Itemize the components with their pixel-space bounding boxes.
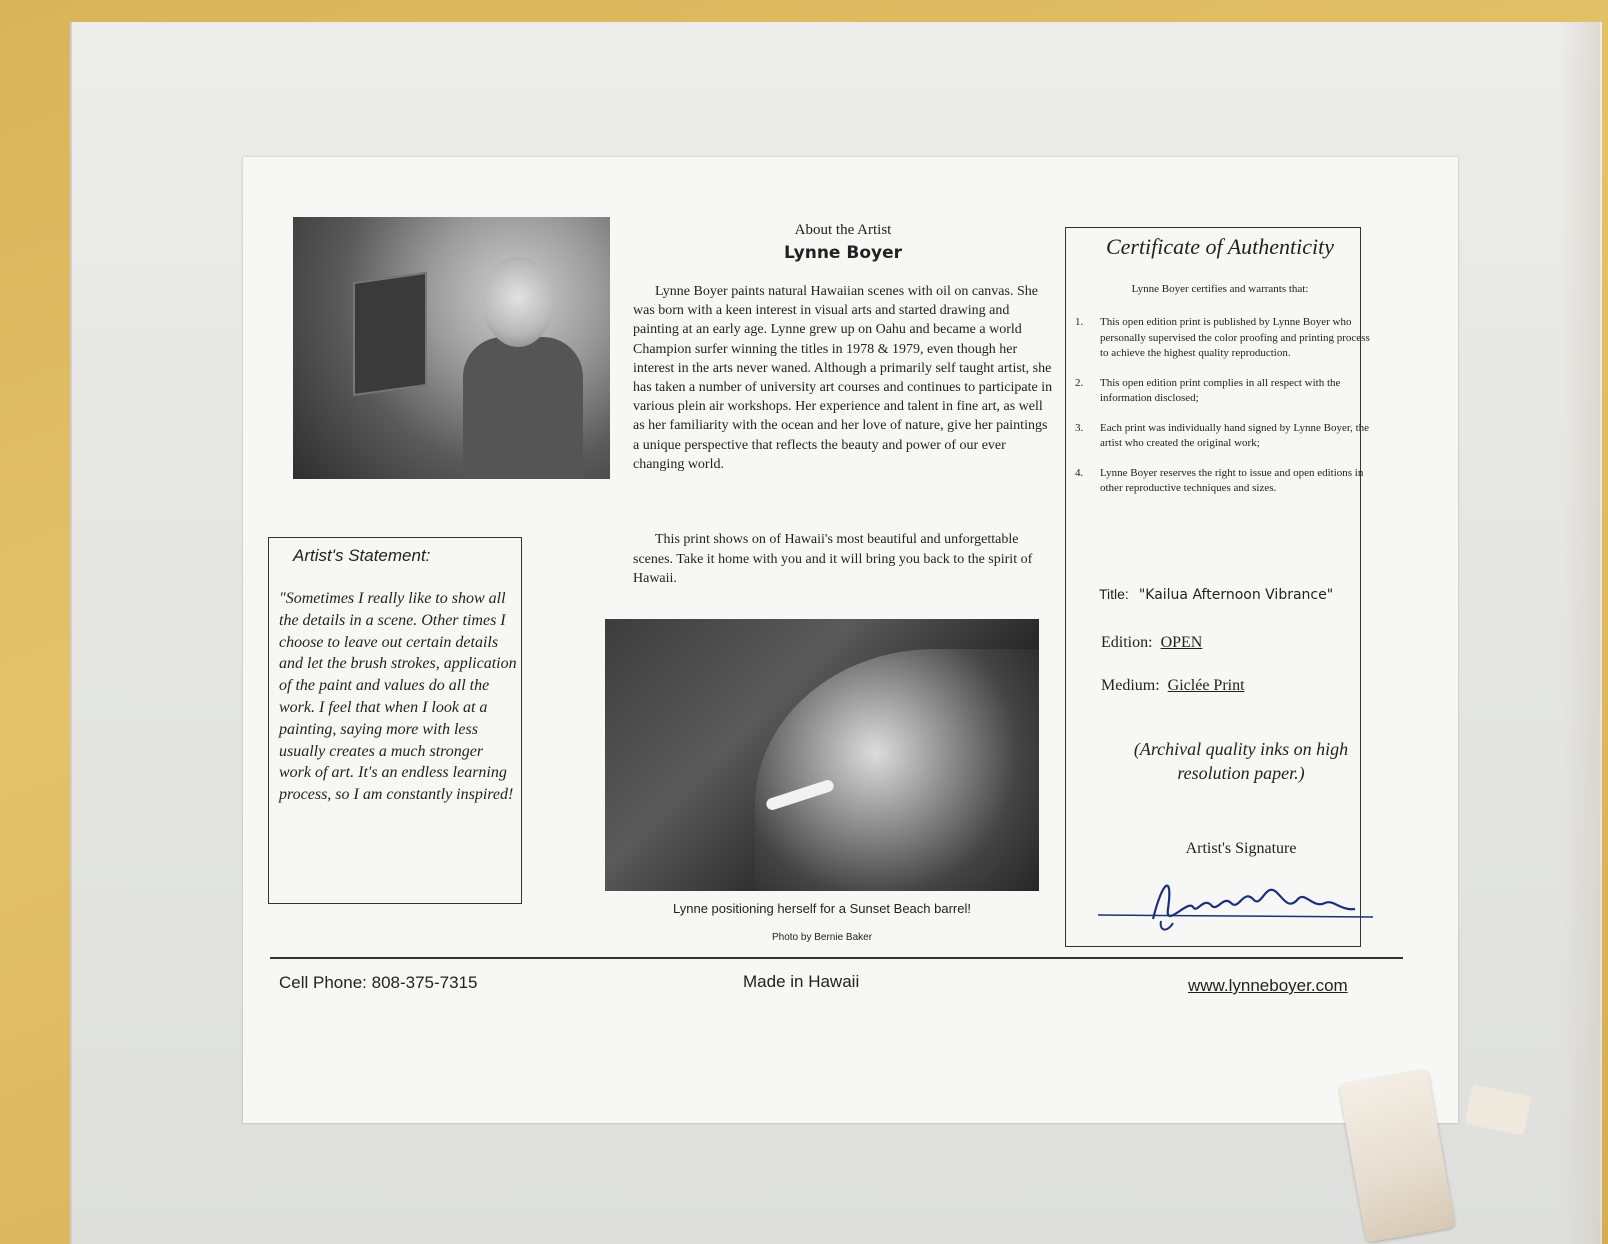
- artist-photo: [293, 217, 610, 479]
- archival-note: (Archival quality inks on high resolution paper.): [1133, 739, 1349, 783]
- sleeve-edge: [1560, 22, 1600, 1244]
- certificate-item: 3. Each print was individually hand signed by Lynne Boyer, the artist who created the original work;: [1075, 421, 1370, 449]
- artist-statement-box: [268, 537, 522, 904]
- bio-paragraph-2: This print shows on of Hawaii's most beautiful and unforgettable scenes. Take it home with you and it will bring you back to the spirit of Hawaii.: [633, 532, 1033, 587]
- certificate-title: Certificate of Authenticity: [1105, 234, 1335, 259]
- artwork-title-label: Title:: [1099, 586, 1129, 602]
- surf-photo: [605, 619, 1039, 891]
- signature-label: Artist's Signature: [1185, 840, 1297, 857]
- certificate-item: 1. This open edition print is published by Lynne Boyer who personally supervised the color proofing and printing process to achieve the highest quality reproduction.: [1075, 316, 1370, 359]
- edition: [1101, 634, 1202, 652]
- footer-made-in: Made in Hawaii: [743, 972, 860, 991]
- photo-caption: Lynne positioning herself for a Sunset Beach barrel!: [673, 901, 971, 916]
- footer-divider: [270, 957, 1403, 959]
- artwork-title: [1099, 586, 1333, 603]
- artist-body-shape: [463, 337, 583, 479]
- bio-paragraph-1: Lynne Boyer paints natural Hawaiian scenes with oil on canvas. She was born with a keen interest in visual arts and started drawing and painting at an early age. Lynne grew up on Oahu and became a world Champion surfer winning the titles in 1978 & 1979, even though her interest in the arts never waned. Although a primarily self taught artist, she has taken a number of university art courses and continues to participate in various plein air workshops. Her experience and talent in fine art, as well as her familiarity with the ocean and her love of nature, give her paintings a unique perspective that reflects the beauty and power of our ever changing world.: [633, 284, 1053, 472]
- artist-name: Lynne Boyer: [783, 243, 903, 263]
- photo-credit: Photo by Bernie Baker: [771, 932, 873, 943]
- statement-title: Artist's Statement:: [293, 546, 431, 565]
- about-heading: About the Artist: [794, 222, 892, 238]
- handwritten-signature: [1093, 869, 1379, 939]
- footer-website-link[interactable]: www.lynneboyer.com: [1188, 976, 1348, 995]
- certificate-item: 2. This open edition print complies in all respect with the information disclosed;: [1075, 376, 1341, 404]
- edition-label: Edition:: [1101, 634, 1153, 651]
- edition-value: OPEN: [1160, 634, 1203, 651]
- easel-shape: [353, 272, 427, 396]
- footer-phone: Cell Phone: 808-375-7315: [279, 973, 478, 992]
- certificate-list: [1075, 315, 1375, 511]
- artwork-title-value: "Kailua Afternoon Vibrance": [1138, 587, 1334, 603]
- certificate-sheet: [243, 157, 1458, 1123]
- wave-shape: [755, 649, 1039, 891]
- medium-value: Giclée Print: [1167, 677, 1245, 694]
- medium: [1101, 677, 1245, 695]
- certificate-item: 4. Lynne Boyer reserves the right to issue and open editions in other reproductive techniques and sizes.: [1075, 466, 1364, 494]
- medium-label: Medium:: [1101, 677, 1160, 694]
- statement-body: "Sometimes I really like to show all the details in a scene. Other times I choose to leave out certain details and let the brush strokes, application of the paint and values do all the work. I feel that when I look at a painting, saying more with less usually creates a much stronger work of art. It's an endless learning process, so I am constantly inspired!: [279, 590, 517, 804]
- artist-face-shape: [483, 257, 553, 347]
- certificate-intro: Lynne Boyer certifies and warrants that:: [1131, 283, 1309, 295]
